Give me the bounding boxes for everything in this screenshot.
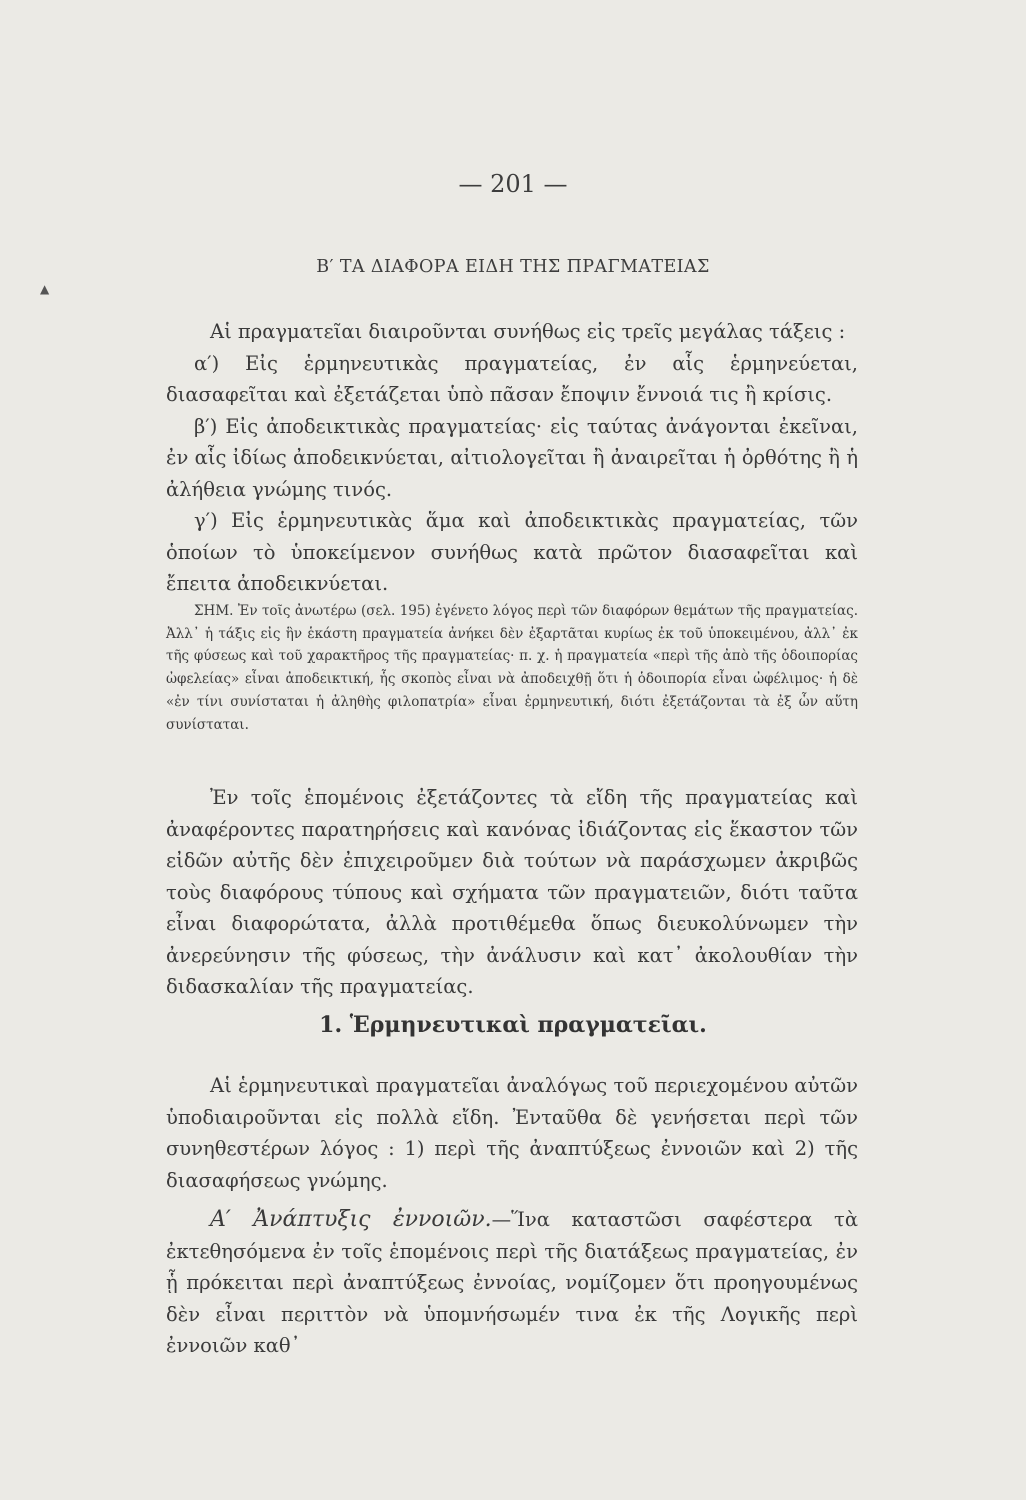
list-item-a: α′) Εἰς ἑρμηνευτικὰς πραγματείας, ἐν αἷς ἑρμηνεύεται, διασαφεῖται καὶ ἐξετάζεται ὑπὸ πᾶσαν ἔποψιν ἔννοιά τις ἢ κρίσις. (166, 351, 858, 406)
subsection-paragraph (166, 1204, 858, 1362)
page-number: — 201 — (458, 170, 568, 198)
following-paragraph: Ἐν τοῖς ἑπομένοις ἐξετάζοντες τὰ εἴδη τῆς πραγματείας καὶ ἀναφέροντες παρατηρήσεις καὶ κανόνας ἰδιάζοντας εἰς ἕκαστον τῶν εἰδῶν αὐτῆς δὲν ἐπιχειροῦμεν διὰ τούτων νὰ παράσχωμεν ἀκριβῶς τοὺς διαφόρους τύπους καὶ σχήματα τῶν πραγματειῶν, διότι ταῦτα εἶναι διαφορώτατα, ἀλλὰ προτιθέμεθα ὅπως διευκολύνωμεν τὴν ἀνερεύνησιν τῆς φύσεως, τὴν ἀνάλυσιν καὶ κατ᾿ ἀκολουθίαν τὴν διδασκαλίαν τῆς πραγματείας. (166, 786, 858, 998)
list-item-b: β′) Εἰς ἀποδεικτικὰς πραγματείας· εἰς ταύτας ἀνάγονται ἐκεῖναι, ἐν αἷς ἰδίως ἀποδεικνύεται, αἰτιολογεῖται ἢ ἀναιρεῖται ἡ ὀρθότης ἢ ἡ ἀλήθεια γνώμης τινός. (166, 414, 858, 501)
margin-mark: ▲ (40, 282, 50, 296)
chapter-title: Β′ ΤΑ ΔΙΑΦΟΡΑ ΕΙΔΗ ΤΗΣ ΠΡΑΓΜΑΤΕΙΑΣ (316, 257, 710, 277)
list-item-c: γ′) Εἰς ἑρμηνευτικὰς ἅμα καὶ ἀποδεικτικὰς πραγματείας, τῶν ὁποίων τὸ ὑποκείμενον συνήθως κατὰ πρῶτον διασαφεῖται καὶ ἔπειτα ἀποδεικνύεται. (166, 509, 858, 595)
note-paragraph: ΣΗΜ. Ἐν τοῖς ἀνωτέρω (σελ. 195) ἐγένετο λόγος περὶ τῶν διαφόρων θεμάτων τῆς πραγματείας. Ἀλλ᾿ ἡ τάξις εἰς ἣν ἑκάστη πραγματεία ἀνήκει δὲν ἐξαρτᾶται κυρίως ἐκ τοῦ ὑποκειμένου, ἀλλ᾿ ἐκ τῆς φύσεως καὶ τοῦ χαρακτῆρος τῆς πραγματείας· π. χ. ἡ πραγματεία «περὶ τῆς ἀπὸ τῆς ὁδοιπορίας ὠφελείας» εἶναι ἀποδεικτική, ἧς σκοπὸς εἶναι νὰ ἀποδειχθῇ ὅτι ἡ ὁδοιπορία εἶναι ὠφέλιμος· ἡ δὲ «ἐν τίνι συνίσταται ἡ ἀληθὴς φιλοπατρία» εἶναι ἑρμηνευτική, διότι ἐξετάζονται τὰ ἐξ ὧν αὕτη συνίσταται. (166, 603, 858, 733)
note-section (166, 600, 858, 736)
intro-section (166, 316, 858, 600)
section1-body (166, 1070, 858, 1362)
subsection-heading: Α′ Ἀνάπτυξις ἐννοιῶν. (210, 1207, 492, 1232)
section1-paragraph: Αἱ ἑρμηνευτικαὶ πραγματεῖαι ἀναλόγως τοῦ περιεχομένου αὐτῶν ὑποδιαιροῦνται εἰς πολλὰ εἴδη. Ἐνταῦθα δὲ γενήσεται περὶ τῶν συνηθεστέρων λόγος : 1) περὶ τῆς ἀναπτύξεως ἐννοιῶν καὶ 2) τῆς διασαφήσεως γνώμης. (166, 1074, 858, 1192)
intro-paragraph: Αἱ πραγματεῖαι διαιροῦνται συνήθως εἰς τρεῖς μεγάλας τάξεις : (210, 320, 846, 343)
following-section (166, 782, 858, 1003)
subsection-text: —Ἵνα καταστῶσι σαφέστερα τὰ ἐκτεθησόμενα ἐν τοῖς ἑπομένοις περὶ τῆς διατάξεως πραγματείας, ἐν ᾗ πρόκειται περὶ ἀναπτύξεως ἐννοίας, νομίζομεν ὅτι προηγουμένως δὲν εἶναι περιττὸν νὰ ὑπομνήσωμέν τινα ἐκ τῆς Λογικῆς περὶ ἐννοιῶν καθ᾿ (166, 1208, 858, 1357)
section-heading: 1. Ἑρμηνευτικαὶ πραγματεῖαι. (319, 1012, 707, 1038)
